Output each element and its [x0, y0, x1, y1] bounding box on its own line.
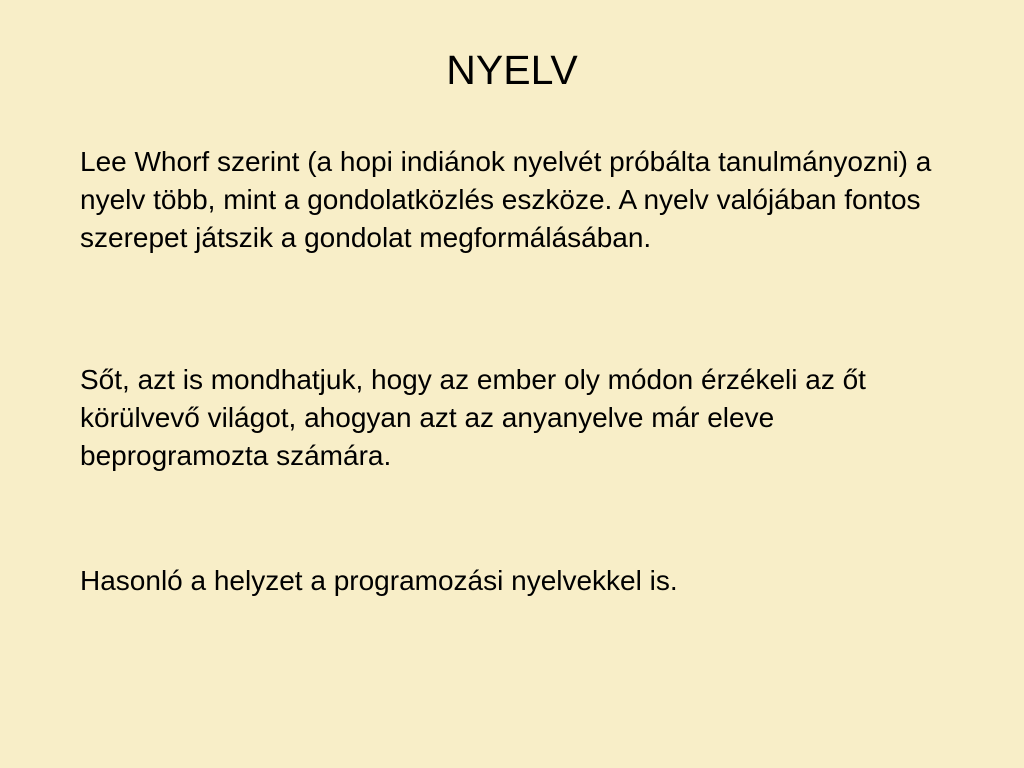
paragraph-perception: Sőt, azt is mondhatjuk, hogy az ember oly módon érzékeli az őt körülvevő világot, ahogyan azt az anyanyelve már eleve beprogramozta számára.	[80, 364, 866, 471]
paragraph-programming-languages: Hasonló a helyzet a programozási nyelvekkel is.	[80, 565, 678, 596]
paragraph-whorf: Lee Whorf szerint (a hopi indiánok nyelvét próbálta tanulmányozni) a nyelv több, mint a gondolatközlés eszköze. A nyelv valójában fontos szerepet játszik a gondolat megformálásában.	[80, 146, 932, 253]
slide-title: NYELV	[446, 47, 578, 93]
